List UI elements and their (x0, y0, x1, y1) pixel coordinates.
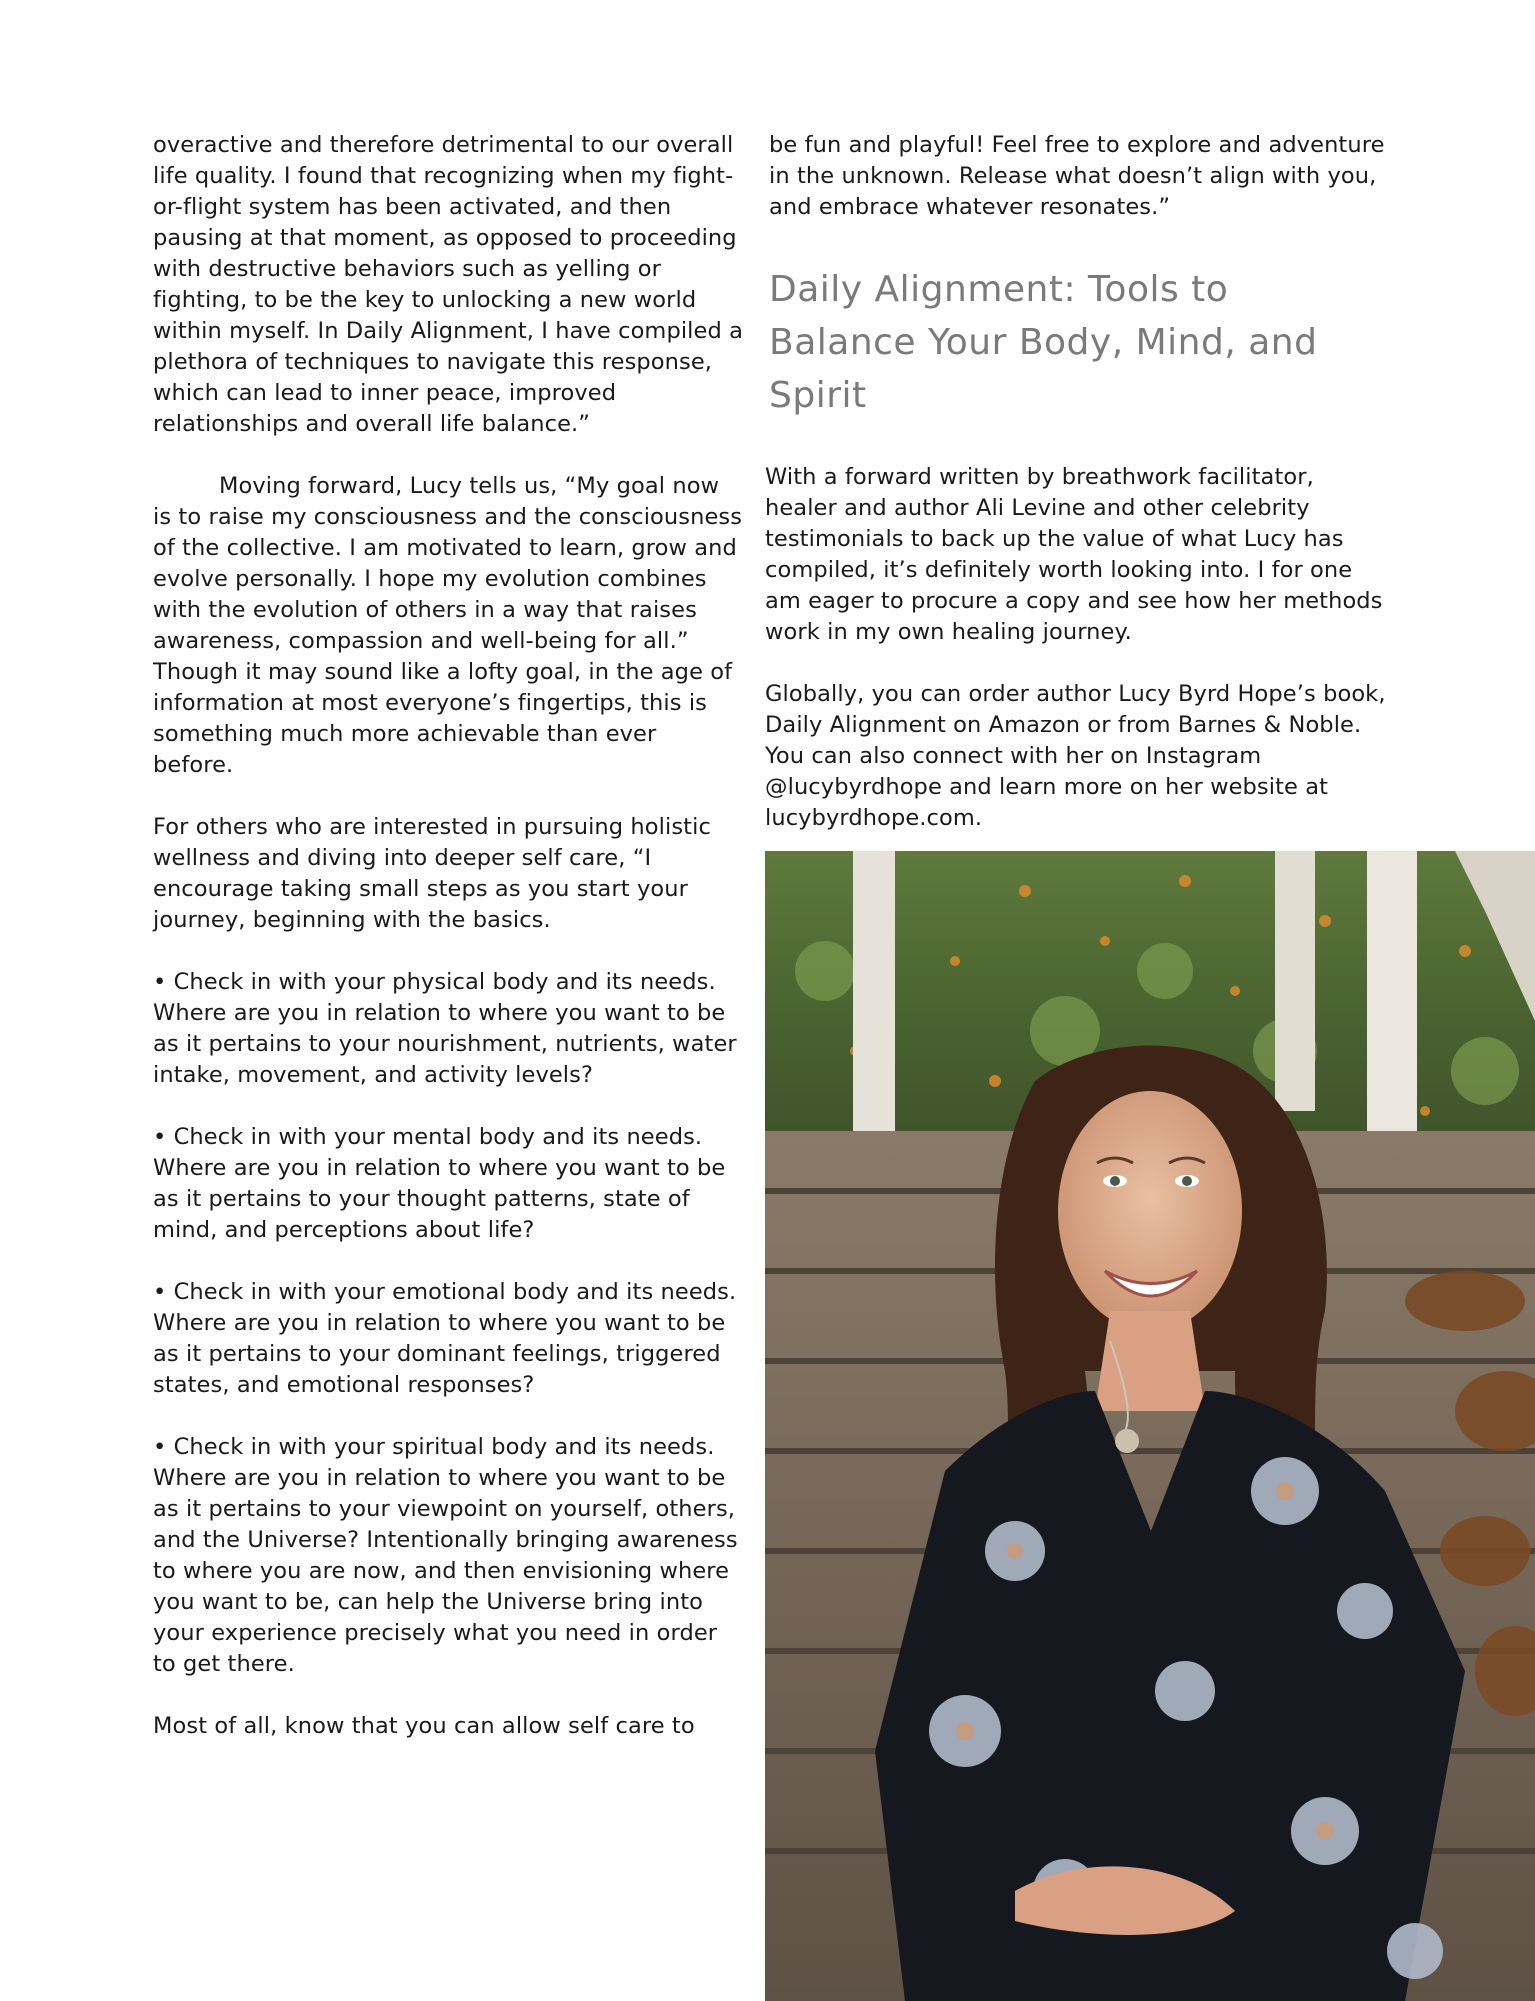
bullet-emotional-body: • Check in with your emotional body and its needs. Where are you in relation to where you want to be as it pertains to your dominant feelings, triggered states, and emotional responses? (153, 1279, 737, 1398)
left-paragraph-1: overactive and therefore detrimental to our overall life quality. I found that recognizing when my fight-or-flight system has been activated, and then pausing at that moment, as opposed to proceeding with destructive behaviors such as yelling or fighting, to be the key to unlocking a new world within myself. In Daily Alignment, I have compiled a plethora of techniques to navigate this response, which can lead to inner peace, improved relationships and overall life balance.” (153, 132, 744, 437)
left-paragraph-3: For others who are interested in pursuing holistic wellness and diving into deeper self care, “I encourage taking small steps as you start your journey, beginning with the basics. (153, 814, 711, 933)
left-paragraph-2: Moving forward, Lucy tells us, “My goal now is to raise my consciousness and the consciousness of the collective. I am motivated to learn, grow and evolve personally. I hope my evolution combines with the evolution of others in a way that raises awareness, compassion and well-being for all.” Though it may sound like a lofty goal, in the age of information at most everyone’s fingertips, this is something much more achievable than ever before. (153, 473, 743, 778)
left-paragraph-4: Most of all, know that you can allow self care to (153, 1713, 695, 1739)
bullet-spiritual-body: • Check in with your spiritual body and its needs. Where are you in relation to where you want to be as it pertains to your viewpoint on yourself, others, and the Universe? Intentionally bringing awareness to where you are now, and then envisioning where you want to be, can help the Universe bring into your experience precisely what you need in order to get there. (153, 1434, 738, 1677)
section-heading: Daily Alignment: Tools to Balance Your Body, Mind, and Spirit (769, 269, 1318, 416)
left-text-column (153, 130, 743, 1773)
right-text-column (765, 130, 1535, 865)
bullet-mental-body: • Check in with your mental body and its needs. Where are you in relation to where you want to be as it pertains to your thought patterns, state of mind, and perceptions about life? (153, 1124, 726, 1243)
right-paragraph-1: be fun and playful! Feel free to explore and adventure in the unknown. Release what doesn’t align with you, and embrace whatever resonates.” (769, 132, 1385, 220)
bullet-physical-body: • Check in with your physical body and its needs. Where are you in relation to where you want to be as it pertains to your nourishment, nutrients, water intake, movement, and activity levels? (153, 969, 737, 1088)
portrait-photo (765, 851, 1535, 2001)
right-paragraph-2: With a forward written by breathwork facilitator, healer and author Ali Levine and other celebrity testimonials to back up the value of what Lucy has compiled, it’s definitely worth looking into. I for one am eager to procure a copy and see how her methods work in my own healing journey. (765, 464, 1383, 645)
right-paragraph-3: Globally, you can order author Lucy Byrd Hope’s book, Daily Alignment on Amazon or from Barnes & Noble. You can also connect with her on Instagram @lucybyrdhope and learn more on her website at lucybyrdhope.com. (765, 681, 1386, 831)
